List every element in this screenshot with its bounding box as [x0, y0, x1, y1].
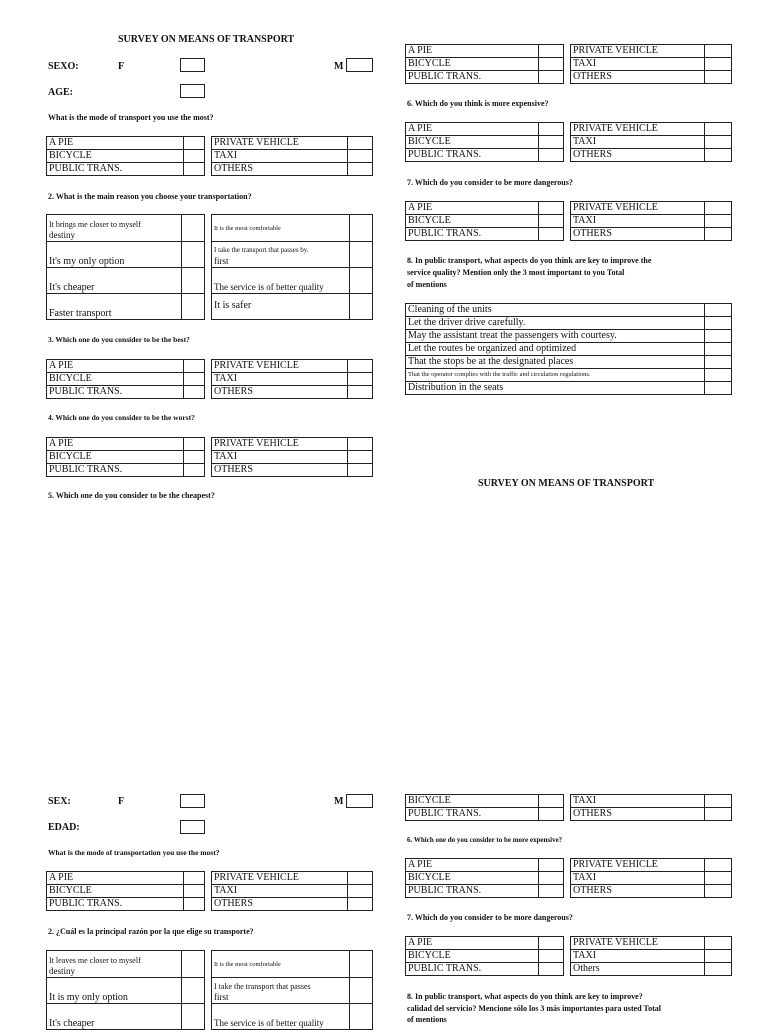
option-checkbox[interactable]: [184, 451, 205, 464]
option-private: PRIVATE VEHICLE: [571, 123, 705, 136]
q5-b-table-right: [570, 794, 732, 821]
option-checkbox[interactable]: [348, 872, 373, 885]
option-checkbox[interactable]: [348, 464, 373, 477]
reason-checkbox[interactable]: [182, 215, 205, 242]
question-8-b-line1: 8. In public transport, what aspects do you think are key to improve?: [407, 992, 643, 1001]
aspect-item: Cleaning of the units: [406, 304, 705, 317]
option-checkbox[interactable]: [348, 150, 373, 163]
question-8-line2: service quality? Mention only the 3 most important to you Total: [407, 268, 625, 277]
option-checkbox[interactable]: [539, 71, 564, 84]
q7-table-left: [405, 201, 564, 241]
aspect-item: Distribution in the seats: [406, 382, 705, 395]
q1-b-table-right: [211, 871, 373, 911]
option-bicycle: BICYCLE: [406, 215, 539, 228]
q6-b-table-right: [570, 858, 732, 898]
option-checkbox[interactable]: [184, 438, 205, 451]
option-checkbox[interactable]: [539, 859, 564, 872]
option-checkbox[interactable]: [539, 950, 564, 963]
option-checkbox[interactable]: [705, 45, 732, 58]
age-label: AGE:: [48, 87, 73, 98]
option-public: PUBLIC TRANS.: [406, 71, 539, 84]
option-checkbox[interactable]: [348, 898, 373, 911]
reason-checkbox[interactable]: [182, 1004, 205, 1030]
option-checkbox[interactable]: [348, 386, 373, 399]
reason-checkbox[interactable]: [182, 978, 205, 1004]
option-public: PUBLIC TRANS.: [406, 963, 539, 976]
question-3: 3. Which one do you consider to be the best?: [48, 335, 190, 344]
option-checkbox[interactable]: [184, 386, 205, 399]
female-checkbox-2[interactable]: [180, 794, 205, 808]
q4-table-left: [46, 437, 205, 477]
option-checkbox[interactable]: [539, 45, 564, 58]
reason-checkbox[interactable]: [350, 978, 373, 1004]
option-private: PRIVATE VEHICLE: [571, 202, 705, 215]
option-walk: A PIE: [47, 872, 184, 885]
option-others: OTHERS: [212, 898, 348, 911]
option-checkbox[interactable]: [705, 136, 732, 149]
option-private: PRIVATE VEHICLE: [212, 438, 348, 451]
option-checkbox[interactable]: [705, 808, 732, 821]
option-checkbox[interactable]: [539, 937, 564, 950]
option-walk: A PIE: [47, 438, 184, 451]
question-6: 6. Which do you think is more expensive?: [407, 99, 549, 108]
q2-b-table-right: [211, 950, 373, 1030]
q6-table-right: [570, 122, 732, 162]
male-label-2: M: [334, 796, 344, 807]
option-checkbox[interactable]: [705, 71, 732, 84]
sex-label-2: SEX:: [48, 796, 71, 807]
reason-checkbox[interactable]: [350, 951, 373, 978]
option-checkbox[interactable]: [348, 451, 373, 464]
reason-closer-line1: It leaves me closer to myself: [49, 956, 141, 965]
option-walk: A PIE: [406, 202, 539, 215]
q3-table-right: [211, 359, 373, 399]
option-checkbox[interactable]: [539, 215, 564, 228]
question-8-b-line3: of mentions: [407, 1015, 447, 1024]
reason-safer: It is safer: [212, 294, 350, 320]
option-others: OTHERS: [571, 228, 705, 241]
option-checkbox[interactable]: [705, 123, 732, 136]
reason-checkbox[interactable]: [350, 242, 373, 268]
option-public: PUBLIC TRANS.: [47, 898, 184, 911]
question-1-b: What is the mode of transportation you use the most?: [48, 848, 220, 857]
reason-checkbox[interactable]: [182, 951, 205, 978]
option-bicycle: BICYCLE: [47, 451, 184, 464]
option-bicycle: BICYCLE: [406, 795, 539, 808]
q6-table-left: [405, 122, 564, 162]
option-checkbox[interactable]: [705, 885, 732, 898]
option-checkbox[interactable]: [348, 885, 373, 898]
option-others: OTHERS: [212, 386, 348, 399]
q2-table-right: [211, 214, 373, 320]
question-8-line1: 8. In public transport, what aspects do you think are key to improve the: [407, 256, 652, 265]
option-checkbox[interactable]: [184, 137, 205, 150]
question-1: What is the mode of transport you use the most?: [48, 113, 214, 122]
aspect-item: May the assistant treat the passengers with courtesy.: [406, 330, 705, 343]
option-bicycle: BICYCLE: [406, 950, 539, 963]
option-checkbox[interactable]: [539, 149, 564, 162]
q4-table-right: [211, 437, 373, 477]
option-taxi: TAXI: [212, 150, 348, 163]
option-checkbox[interactable]: [348, 137, 373, 150]
male-label: M: [334, 61, 344, 72]
reason-checkbox[interactable]: [350, 215, 373, 242]
option-private: PRIVATE VEHICLE: [571, 859, 705, 872]
question-2: 2. What is the main reason you choose your transportation?: [48, 192, 252, 201]
reason-checkbox[interactable]: [350, 268, 373, 294]
q2-table-left: [46, 214, 205, 320]
reason-only-option: It is my only option: [47, 978, 182, 1004]
question-8-b-line2: calidad del servicio? Mencione sólo los 3 más importantes para usted Total: [407, 1004, 661, 1013]
option-checkbox[interactable]: [184, 872, 205, 885]
option-checkbox[interactable]: [705, 58, 732, 71]
female-label: F: [118, 61, 125, 72]
option-checkbox[interactable]: [705, 872, 732, 885]
option-checkbox[interactable]: [539, 885, 564, 898]
aspect-checkbox[interactable]: [705, 304, 732, 317]
aspect-checkbox[interactable]: [705, 356, 732, 369]
reason-checkbox[interactable]: [182, 268, 205, 294]
option-checkbox[interactable]: [184, 150, 205, 163]
reason-checkbox[interactable]: [182, 294, 205, 320]
q6-b-table-left: [405, 858, 564, 898]
option-checkbox[interactable]: [705, 859, 732, 872]
option-bicycle: BICYCLE: [47, 150, 184, 163]
option-walk: A PIE: [406, 123, 539, 136]
option-checkbox[interactable]: [184, 373, 205, 386]
option-checkbox[interactable]: [705, 950, 732, 963]
q1-table-left: [46, 136, 205, 176]
option-checkbox[interactable]: [348, 163, 373, 176]
aspect-item: Let the driver drive carefully.: [406, 317, 705, 330]
option-public: PUBLIC TRANS.: [47, 163, 184, 176]
reason-quality: The service is of better quality: [212, 1004, 350, 1030]
option-taxi: TAXI: [571, 950, 705, 963]
option-private: PRIVATE VEHICLE: [212, 137, 348, 150]
q1-table-right: [211, 136, 373, 176]
aspect-checkbox[interactable]: [705, 317, 732, 330]
aspect-checkbox[interactable]: [705, 343, 732, 356]
aspect-item: That the stops be at the designated places: [406, 356, 705, 369]
option-checkbox[interactable]: [705, 795, 732, 808]
option-checkbox[interactable]: [348, 373, 373, 386]
reason-checkbox[interactable]: [182, 242, 205, 268]
option-public: PUBLIC TRANS.: [47, 464, 184, 477]
male-checkbox[interactable]: [346, 58, 373, 72]
option-public: PUBLIC TRANS.: [406, 808, 539, 821]
option-taxi: TAXI: [212, 373, 348, 386]
age-label-2: EDAD:: [48, 822, 80, 833]
option-checkbox[interactable]: [705, 937, 732, 950]
reason-first-line1: I take the transport that passes by.: [214, 246, 309, 254]
reason-faster: Faster transport: [47, 294, 182, 320]
question-6-b: 6. Which one do you consider to be more expensive?: [407, 836, 563, 844]
q7-b-table-right: [570, 936, 732, 976]
age-input-2[interactable]: [180, 820, 205, 834]
option-private: PRIVATE VEHICLE: [571, 937, 705, 950]
option-private: PRIVATE VEHICLE: [212, 360, 348, 373]
reason-quality: The service is of better quality: [212, 268, 350, 294]
option-public: PUBLIC TRANS.: [406, 228, 539, 241]
option-walk: A PIE: [406, 937, 539, 950]
reason-first-line2: first: [214, 992, 229, 1002]
option-public: PUBLIC TRANS.: [47, 386, 184, 399]
option-private: PRIVATE VEHICLE: [212, 872, 348, 885]
option-checkbox[interactable]: [705, 215, 732, 228]
reason-only-option: It's my only option: [47, 242, 182, 268]
option-checkbox[interactable]: [184, 898, 205, 911]
option-private: PRIVATE VEHICLE: [571, 45, 705, 58]
q5-table-left: [405, 44, 564, 84]
q7-b-table-left: [405, 936, 564, 976]
option-public: PUBLIC TRANS.: [406, 149, 539, 162]
aspect-checkbox[interactable]: [705, 369, 732, 382]
option-checkbox[interactable]: [539, 795, 564, 808]
option-bicycle: BICYCLE: [406, 872, 539, 885]
option-checkbox[interactable]: [705, 149, 732, 162]
reason-checkbox[interactable]: [350, 294, 373, 320]
reason-closer-line2: destiny: [49, 966, 75, 976]
option-checkbox[interactable]: [539, 136, 564, 149]
question-8-line3: of mentions: [407, 280, 447, 289]
option-taxi: TAXI: [571, 872, 705, 885]
reason-closer-line2: destiny: [49, 230, 75, 240]
q5-table-right: [570, 44, 732, 84]
option-checkbox[interactable]: [348, 438, 373, 451]
option-bicycle: BICYCLE: [406, 136, 539, 149]
option-walk: A PIE: [406, 45, 539, 58]
survey-title: SURVEY ON MEANS OF TRANSPORT: [118, 34, 295, 45]
option-checkbox[interactable]: [705, 228, 732, 241]
aspect-checkbox[interactable]: [705, 382, 732, 395]
question-7: 7. Which do you consider to be more dangerous?: [407, 178, 573, 187]
male-checkbox-2[interactable]: [346, 794, 373, 808]
option-bicycle: BICYCLE: [47, 373, 184, 386]
option-checkbox[interactable]: [705, 963, 732, 976]
option-others: OTHERS: [571, 808, 705, 821]
q5-b-table-left: [405, 794, 564, 821]
option-checkbox[interactable]: [539, 58, 564, 71]
q7-table-right: [570, 201, 732, 241]
sex-label: SEXO:: [48, 61, 79, 72]
option-bicycle: BICYCLE: [406, 58, 539, 71]
reason-first-line2: first: [214, 256, 229, 266]
option-bicycle: BICYCLE: [47, 885, 184, 898]
reason-comfortable: It is the most comfortable: [214, 225, 281, 232]
aspect-item: That the operator complies with the traffic and circulation regulations.: [406, 369, 705, 382]
option-checkbox[interactable]: [184, 163, 205, 176]
reason-checkbox[interactable]: [350, 1004, 373, 1030]
survey-title-2: SURVEY ON MEANS OF TRANSPORT: [478, 478, 655, 489]
female-checkbox[interactable]: [180, 58, 205, 72]
option-checkbox[interactable]: [539, 872, 564, 885]
option-taxi: TAXI: [571, 136, 705, 149]
option-walk: A PIE: [47, 360, 184, 373]
option-checkbox[interactable]: [539, 123, 564, 136]
option-checkbox[interactable]: [348, 360, 373, 373]
option-checkbox[interactable]: [184, 885, 205, 898]
option-checkbox[interactable]: [705, 202, 732, 215]
option-taxi: TAXI: [571, 215, 705, 228]
option-others: OTHERS: [571, 149, 705, 162]
q3-table-left: [46, 359, 205, 399]
option-others: OTHERS: [571, 885, 705, 898]
aspect-item: Let the routes be organized and optimized: [406, 343, 705, 356]
q2-b-table-left: [46, 950, 205, 1030]
reason-closer-line1: It brings me closer to myself: [49, 220, 141, 229]
option-taxi: TAXI: [571, 795, 705, 808]
option-walk: A PIE: [47, 137, 184, 150]
option-checkbox[interactable]: [184, 464, 205, 477]
option-checkbox[interactable]: [539, 228, 564, 241]
option-walk: A PIE: [406, 859, 539, 872]
option-others: Others: [571, 963, 705, 976]
question-2-b: 2. ¿Cuál es la principal razón por la que elige su transporte?: [48, 927, 254, 936]
aspect-checkbox[interactable]: [705, 330, 732, 343]
option-taxi: TAXI: [212, 451, 348, 464]
age-input[interactable]: [180, 84, 205, 98]
question-7-b: 7. Which do you consider to be more dangerous?: [407, 913, 573, 922]
question-4: 4. Which one do you consider to be the worst?: [48, 413, 195, 422]
option-public: PUBLIC TRANS.: [406, 885, 539, 898]
option-others: OTHERS: [212, 163, 348, 176]
aspects-table: [405, 303, 732, 395]
option-taxi: TAXI: [571, 58, 705, 71]
female-label-2: F: [118, 796, 125, 807]
reason-cheaper: It's cheaper: [47, 268, 182, 294]
reason-first-line1: I take the transport that passes: [214, 982, 311, 991]
option-checkbox[interactable]: [539, 808, 564, 821]
reason-cheaper: It's cheaper: [47, 1004, 182, 1030]
option-taxi: TAXI: [212, 885, 348, 898]
option-checkbox[interactable]: [539, 202, 564, 215]
option-others: OTHERS: [212, 464, 348, 477]
q1-b-table-left: [46, 871, 205, 911]
option-checkbox[interactable]: [184, 360, 205, 373]
option-others: OTHERS: [571, 71, 705, 84]
question-5: 5. Which one do you consider to be the cheapest?: [48, 491, 215, 500]
reason-comfortable: It is the most comfortable: [214, 961, 281, 968]
option-checkbox[interactable]: [539, 963, 564, 976]
